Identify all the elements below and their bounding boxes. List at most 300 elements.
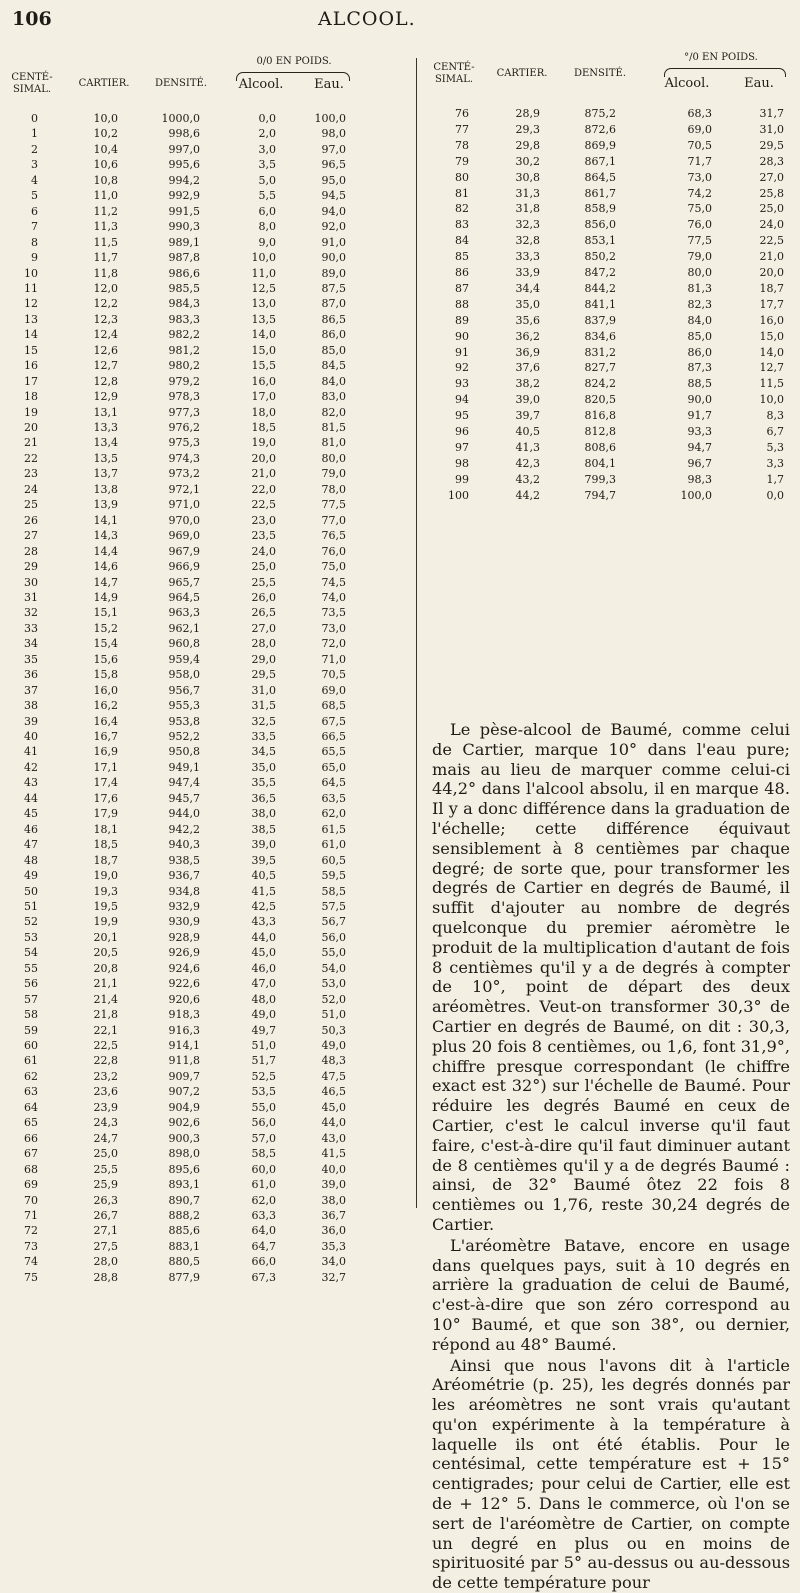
cell-alcool: 47,0 — [216, 977, 276, 990]
cell-densite: 991,5 — [130, 205, 200, 218]
cell-cartier: 13,9 — [58, 498, 118, 511]
cell-cartier: 33,3 — [480, 250, 540, 263]
paragraph: Ainsi que nous l'avons dit à l'article Aréométrie (p. 25), les degrés donnés par les aréomètres ne sont vrais qu'autant qu'on expérimente à la température à laquelle ils ont été établis. Pour le centésimal, cette température est + 15° centigrades; pour celui de Cartier, elle est de + 12° 5. Dans le commerce, où l'on se sert de l'aréomètre de Cartier, on compte un degré en plus ou en moins de spirituosité par 5° au-dessus ou au-dessous de cette température pour — [432, 1356, 790, 1593]
cell-eau: 12,7 — [724, 361, 784, 374]
cell-densite: 926,9 — [130, 946, 200, 959]
cell-eau: 94,0 — [286, 205, 346, 218]
cell-cartier: 13,3 — [58, 421, 118, 434]
cell-alcool: 13,5 — [216, 313, 276, 326]
cell-eau: 77,5 — [286, 498, 346, 511]
cell-alcool: 20,0 — [216, 452, 276, 465]
table-row — [0, 653, 800, 669]
cell-alcool: 79,0 — [652, 250, 712, 263]
cell-centesimal: 58 — [8, 1008, 38, 1021]
cell-eau: 31,0 — [724, 123, 784, 136]
cell-densite: 888,2 — [130, 1209, 200, 1222]
cell-eau: 51,0 — [286, 1008, 346, 1021]
cell-eau: 32,7 — [286, 1271, 346, 1284]
cell-eau: 76,0 — [286, 545, 346, 558]
cell-alcool: 64,7 — [216, 1240, 276, 1253]
cell-cartier: 20,8 — [58, 962, 118, 975]
table-row — [0, 187, 800, 203]
cell-cartier: 32,3 — [480, 218, 540, 231]
cell-eau: 60,5 — [286, 854, 346, 867]
cell-densite: 804,1 — [546, 457, 616, 470]
cell-eau: 91,0 — [286, 236, 346, 249]
cell-alcool: 5,5 — [216, 189, 276, 202]
cell-centesimal: 4 — [8, 174, 38, 187]
cell-alcool: 6,0 — [216, 205, 276, 218]
cell-centesimal: 46 — [8, 823, 38, 836]
cell-cartier: 11,5 — [58, 236, 118, 249]
cell-densite: 877,9 — [130, 1271, 200, 1284]
cell-eau: 53,0 — [286, 977, 346, 990]
cell-eau: 11,5 — [724, 377, 784, 390]
cell-centesimal: 93 — [435, 377, 469, 390]
cell-centesimal: 88 — [435, 298, 469, 311]
cell-densite: 893,1 — [130, 1178, 200, 1191]
cell-cartier: 28,9 — [480, 107, 540, 120]
cell-alcool: 41,5 — [216, 885, 276, 898]
cell-densite: 898,0 — [130, 1147, 200, 1160]
cell-densite: 947,4 — [130, 776, 200, 789]
cell-centesimal: 100 — [435, 489, 469, 502]
cell-cartier: 21,8 — [58, 1008, 118, 1021]
cell-alcool: 32,5 — [216, 715, 276, 728]
cell-cartier: 39,7 — [480, 409, 540, 422]
cell-alcool: 38,5 — [216, 823, 276, 836]
cell-densite: 985,5 — [130, 282, 200, 295]
cell-cartier: 33,9 — [480, 266, 540, 279]
cell-densite: 980,2 — [130, 359, 200, 372]
cell-alcool: 14,0 — [216, 328, 276, 341]
cell-densite: 965,7 — [130, 576, 200, 589]
cell-densite: 987,8 — [130, 251, 200, 264]
cell-eau: 86,5 — [286, 313, 346, 326]
cell-centesimal: 36 — [8, 668, 38, 681]
cell-eau: 44,0 — [286, 1116, 346, 1129]
cell-densite: 869,9 — [546, 139, 616, 152]
cell-eau: 74,0 — [286, 591, 346, 604]
cell-centesimal: 71 — [8, 1209, 38, 1222]
cell-alcool: 26,5 — [216, 606, 276, 619]
cell-densite: 940,3 — [130, 838, 200, 851]
cell-cartier: 44,2 — [480, 489, 540, 502]
cell-cartier: 10,4 — [58, 143, 118, 156]
cell-cartier: 18,7 — [58, 854, 118, 867]
cell-alcool: 49,7 — [216, 1024, 276, 1037]
cell-densite: 953,8 — [130, 715, 200, 728]
page-number: 106 — [12, 8, 52, 30]
cell-alcool: 71,7 — [652, 155, 712, 168]
cell-eau: 65,5 — [286, 745, 346, 758]
cell-cartier: 26,3 — [58, 1194, 118, 1207]
cell-densite: 960,8 — [130, 637, 200, 650]
cell-eau: 59,5 — [286, 869, 346, 882]
cell-alcool: 56,0 — [216, 1116, 276, 1129]
cell-centesimal: 26 — [8, 514, 38, 527]
cell-cartier: 15,8 — [58, 668, 118, 681]
cell-densite: 924,6 — [130, 962, 200, 975]
cell-centesimal: 84 — [435, 234, 469, 247]
cell-eau: 87,5 — [286, 282, 346, 295]
cell-centesimal: 2 — [8, 143, 38, 156]
cell-centesimal: 0 — [8, 112, 38, 125]
cell-alcool: 74,2 — [652, 187, 712, 200]
cell-eau: 52,0 — [286, 993, 346, 1006]
cell-densite: 895,6 — [130, 1163, 200, 1176]
cell-cartier: 12,8 — [58, 375, 118, 388]
cell-eau: 75,0 — [286, 560, 346, 573]
cell-eau: 80,0 — [286, 452, 346, 465]
cell-eau: 8,3 — [724, 409, 784, 422]
cell-cartier: 12,6 — [58, 344, 118, 357]
cell-centesimal: 1 — [8, 127, 38, 140]
cell-densite: 812,8 — [546, 425, 616, 438]
cell-densite: 890,7 — [130, 1194, 200, 1207]
cell-cartier: 23,2 — [58, 1070, 118, 1083]
cell-alcool: 39,5 — [216, 854, 276, 867]
cell-centesimal: 74 — [8, 1255, 38, 1268]
cell-densite: 928,9 — [130, 931, 200, 944]
cell-centesimal: 21 — [8, 436, 38, 449]
cell-alcool: 18,0 — [216, 406, 276, 419]
cell-densite: 990,3 — [130, 220, 200, 233]
cell-centesimal: 70 — [8, 1194, 38, 1207]
cell-cartier: 26,7 — [58, 1209, 118, 1222]
cell-alcool: 93,3 — [652, 425, 712, 438]
cell-alcool: 3,5 — [216, 158, 276, 171]
cell-cartier: 14,6 — [58, 560, 118, 573]
cell-centesimal: 54 — [8, 946, 38, 959]
cell-densite: 970,0 — [130, 514, 200, 527]
cell-eau: 64,5 — [286, 776, 346, 789]
cell-alcool: 17,0 — [216, 390, 276, 403]
cell-alcool: 51,0 — [216, 1039, 276, 1052]
cell-densite: 983,3 — [130, 313, 200, 326]
table-row — [0, 393, 800, 409]
table-row — [0, 139, 800, 155]
cell-alcool: 24,0 — [216, 545, 276, 558]
cell-alcool: 69,0 — [652, 123, 712, 136]
cell-cartier: 10,6 — [58, 158, 118, 171]
cell-alcool: 68,3 — [652, 107, 712, 120]
cell-cartier: 15,1 — [58, 606, 118, 619]
header-centesimal-line2: SIMAL. — [430, 74, 478, 86]
cell-cartier: 12,2 — [58, 297, 118, 310]
cell-densite: 976,2 — [130, 421, 200, 434]
cell-eau: 25,0 — [724, 202, 784, 215]
cell-densite: 942,2 — [130, 823, 200, 836]
cell-densite: 971,0 — [130, 498, 200, 511]
cell-eau: 58,5 — [286, 885, 346, 898]
cell-alcool: 80,0 — [652, 266, 712, 279]
cell-alcool: 61,0 — [216, 1178, 276, 1191]
header-alcool: Alcool. — [226, 79, 296, 91]
cell-cartier: 30,8 — [480, 171, 540, 184]
header-densite: DENSITÉ. — [146, 78, 216, 90]
cell-eau: 76,5 — [286, 529, 346, 542]
cell-cartier: 39,0 — [480, 393, 540, 406]
cell-eau: 73,0 — [286, 622, 346, 635]
table-row — [0, 473, 800, 489]
cell-eau: 68,5 — [286, 699, 346, 712]
cell-densite: 864,5 — [546, 171, 616, 184]
cell-centesimal: 75 — [8, 1271, 38, 1284]
cell-densite: 872,6 — [546, 123, 616, 136]
cell-alcool: 94,7 — [652, 441, 712, 454]
cell-cartier: 14,9 — [58, 591, 118, 604]
cell-densite: 950,8 — [130, 745, 200, 758]
table-row — [0, 282, 800, 298]
cell-densite: 963,3 — [130, 606, 200, 619]
header-poids: 0/0 EN POIDS. — [226, 56, 362, 68]
cell-densite: 959,4 — [130, 653, 200, 666]
table-row — [0, 377, 800, 393]
cell-eau: 85,0 — [286, 344, 346, 357]
cell-centesimal: 49 — [8, 869, 38, 882]
cell-centesimal: 33 — [8, 622, 38, 635]
cell-centesimal: 14 — [8, 328, 38, 341]
cell-densite: 916,3 — [130, 1024, 200, 1037]
cell-densite: 952,2 — [130, 730, 200, 743]
cell-cartier: 22,5 — [58, 1039, 118, 1052]
cell-eau: 77,0 — [286, 514, 346, 527]
cell-cartier: 31,3 — [480, 187, 540, 200]
cell-cartier: 19,5 — [58, 900, 118, 913]
cell-densite: 799,3 — [546, 473, 616, 486]
cell-alcool: 23,0 — [216, 514, 276, 527]
table-row — [0, 441, 800, 457]
cell-centesimal: 38 — [8, 699, 38, 712]
cell-eau: 56,7 — [286, 915, 346, 928]
cell-densite: 944,0 — [130, 807, 200, 820]
cell-eau: 78,0 — [286, 483, 346, 496]
cell-eau: 22,5 — [724, 234, 784, 247]
cell-centesimal: 8 — [8, 236, 38, 249]
cell-centesimal: 99 — [435, 473, 469, 486]
cell-eau: 20,0 — [724, 266, 784, 279]
cell-densite: 964,5 — [130, 591, 200, 604]
cell-eau: 79,0 — [286, 467, 346, 480]
cell-eau: 81,0 — [286, 436, 346, 449]
cell-centesimal: 48 — [8, 854, 38, 867]
cell-eau: 81,5 — [286, 421, 346, 434]
cell-eau: 54,0 — [286, 962, 346, 975]
cell-eau: 21,0 — [724, 250, 784, 263]
cell-eau: 6,7 — [724, 425, 784, 438]
cell-centesimal: 18 — [8, 390, 38, 403]
cell-alcool: 44,0 — [216, 931, 276, 944]
cell-cartier: 16,2 — [58, 699, 118, 712]
cell-eau: 83,0 — [286, 390, 346, 403]
cell-cartier: 28,8 — [58, 1271, 118, 1284]
table-row — [0, 425, 800, 441]
cell-cartier: 14,3 — [58, 529, 118, 542]
cell-alcool: 51,7 — [216, 1054, 276, 1067]
cell-alcool: 15,0 — [216, 344, 276, 357]
cell-centesimal: 57 — [8, 993, 38, 1006]
cell-densite: 837,9 — [546, 314, 616, 327]
cell-densite: 914,1 — [130, 1039, 200, 1052]
cell-cartier: 40,5 — [480, 425, 540, 438]
cell-cartier: 10,0 — [58, 112, 118, 125]
cell-eau: 67,5 — [286, 715, 346, 728]
cell-cartier: 13,4 — [58, 436, 118, 449]
cell-centesimal: 82 — [435, 202, 469, 215]
cell-eau: 82,0 — [286, 406, 346, 419]
cell-centesimal: 43 — [8, 776, 38, 789]
cell-alcool: 87,3 — [652, 361, 712, 374]
cell-eau: 56,0 — [286, 931, 346, 944]
cell-cartier: 17,1 — [58, 761, 118, 774]
cell-cartier: 32,8 — [480, 234, 540, 247]
cell-centesimal: 94 — [435, 393, 469, 406]
cell-densite: 902,6 — [130, 1116, 200, 1129]
cell-alcool: 39,0 — [216, 838, 276, 851]
paragraph: L'aréomètre Batave, encore en usage dans quelques pays, suit à 10 degrés en arrière la graduation de celui de Baumé, c'est-à-dire que son zéro correspond au 10° Baumé, et que son 38°, ou dernier, répond au 48° Baumé. — [432, 1236, 790, 1355]
cell-densite: 936,7 — [130, 869, 200, 882]
cell-cartier: 11,7 — [58, 251, 118, 264]
cell-alcool: 52,5 — [216, 1070, 276, 1083]
cell-cartier: 10,2 — [58, 127, 118, 140]
cell-alcool: 63,3 — [216, 1209, 276, 1222]
table-row — [0, 622, 800, 638]
cell-alcool: 96,7 — [652, 457, 712, 470]
cell-densite: 844,2 — [546, 282, 616, 295]
cell-densite: 847,2 — [546, 266, 616, 279]
cell-densite: 975,3 — [130, 436, 200, 449]
cell-alcool: 88,5 — [652, 377, 712, 390]
cell-centesimal: 3 — [8, 158, 38, 171]
cell-alcool: 9,0 — [216, 236, 276, 249]
cell-cartier: 23,9 — [58, 1101, 118, 1114]
cell-eau: 97,0 — [286, 143, 346, 156]
table-row — [0, 560, 800, 576]
cell-eau: 61,0 — [286, 838, 346, 851]
cell-eau: 47,5 — [286, 1070, 346, 1083]
cell-eau: 70,5 — [286, 668, 346, 681]
cell-densite: 911,8 — [130, 1054, 200, 1067]
cell-cartier: 16,0 — [58, 684, 118, 697]
cell-centesimal: 73 — [8, 1240, 38, 1253]
cell-cartier: 13,5 — [58, 452, 118, 465]
cell-cartier: 38,2 — [480, 377, 540, 390]
cell-centesimal: 19 — [8, 406, 38, 419]
cell-densite: 861,7 — [546, 187, 616, 200]
cell-centesimal: 29 — [8, 560, 38, 573]
cell-cartier: 36,9 — [480, 346, 540, 359]
cell-eau: 98,0 — [286, 127, 346, 140]
cell-cartier: 22,1 — [58, 1024, 118, 1037]
cell-cartier: 14,4 — [58, 545, 118, 558]
cell-alcool: 77,5 — [652, 234, 712, 247]
cell-densite: 880,5 — [130, 1255, 200, 1268]
cell-densite: 850,2 — [546, 250, 616, 263]
cell-densite: 945,7 — [130, 792, 200, 805]
cell-cartier: 11,8 — [58, 267, 118, 280]
cell-cartier: 13,8 — [58, 483, 118, 496]
cell-cartier: 20,5 — [58, 946, 118, 959]
cell-eau: 17,7 — [724, 298, 784, 311]
cell-centesimal: 87 — [435, 282, 469, 295]
table-row — [0, 409, 800, 425]
cell-densite: 978,3 — [130, 390, 200, 403]
cell-densite: 998,6 — [130, 127, 200, 140]
cell-eau: 74,5 — [286, 576, 346, 589]
cell-centesimal: 77 — [435, 123, 469, 136]
cell-centesimal: 56 — [8, 977, 38, 990]
cell-densite: 979,2 — [130, 375, 200, 388]
cell-densite: 794,7 — [546, 489, 616, 502]
cell-alcool: 76,0 — [652, 218, 712, 231]
cell-centesimal: 55 — [8, 962, 38, 975]
cell-densite: 969,0 — [130, 529, 200, 542]
cell-centesimal: 51 — [8, 900, 38, 913]
cell-eau: 92,0 — [286, 220, 346, 233]
cell-centesimal: 72 — [8, 1224, 38, 1237]
cell-centesimal: 41 — [8, 745, 38, 758]
cell-alcool: 19,0 — [216, 436, 276, 449]
cell-densite: 967,9 — [130, 545, 200, 558]
cell-eau: 38,0 — [286, 1194, 346, 1207]
cell-eau: 86,0 — [286, 328, 346, 341]
cell-centesimal: 92 — [435, 361, 469, 374]
cell-alcool: 29,0 — [216, 653, 276, 666]
cell-eau: 84,5 — [286, 359, 346, 372]
cell-cartier: 25,0 — [58, 1147, 118, 1160]
table-row — [0, 346, 800, 362]
cell-eau: 87,0 — [286, 297, 346, 310]
cell-densite: 920,6 — [130, 993, 200, 1006]
cell-alcool: 27,0 — [216, 622, 276, 635]
running-title: ALCOOL. — [318, 8, 416, 30]
cell-eau: 69,0 — [286, 684, 346, 697]
cell-eau: 35,3 — [286, 1240, 346, 1253]
cell-cartier: 17,6 — [58, 792, 118, 805]
cell-densite: 816,8 — [546, 409, 616, 422]
cell-eau: 96,5 — [286, 158, 346, 171]
table-row — [0, 250, 800, 266]
cell-alcool: 43,3 — [216, 915, 276, 928]
cell-eau: 14,0 — [724, 346, 784, 359]
cell-centesimal: 34 — [8, 637, 38, 650]
cell-centesimal: 69 — [8, 1178, 38, 1191]
cell-cartier: 25,9 — [58, 1178, 118, 1191]
cell-alcool: 0,0 — [216, 112, 276, 125]
table-row — [0, 699, 800, 715]
cell-alcool: 53,5 — [216, 1085, 276, 1098]
cell-alcool: 10,0 — [216, 251, 276, 264]
cell-cartier: 19,0 — [58, 869, 118, 882]
cell-cartier: 13,1 — [58, 406, 118, 419]
cell-alcool: 55,0 — [216, 1101, 276, 1114]
cell-densite: 824,2 — [546, 377, 616, 390]
table-row — [0, 606, 800, 622]
cell-alcool: 45,0 — [216, 946, 276, 959]
cell-densite: 875,2 — [546, 107, 616, 120]
cell-densite: 956,7 — [130, 684, 200, 697]
cell-alcool: 11,0 — [216, 267, 276, 280]
cell-eau: 41,5 — [286, 1147, 346, 1160]
cell-centesimal: 53 — [8, 931, 38, 944]
cell-eau: 27,0 — [724, 171, 784, 184]
cell-cartier: 35,6 — [480, 314, 540, 327]
cell-centesimal: 91 — [435, 346, 469, 359]
cell-cartier: 15,2 — [58, 622, 118, 635]
cell-eau: 16,0 — [724, 314, 784, 327]
cell-centesimal: 67 — [8, 1147, 38, 1160]
